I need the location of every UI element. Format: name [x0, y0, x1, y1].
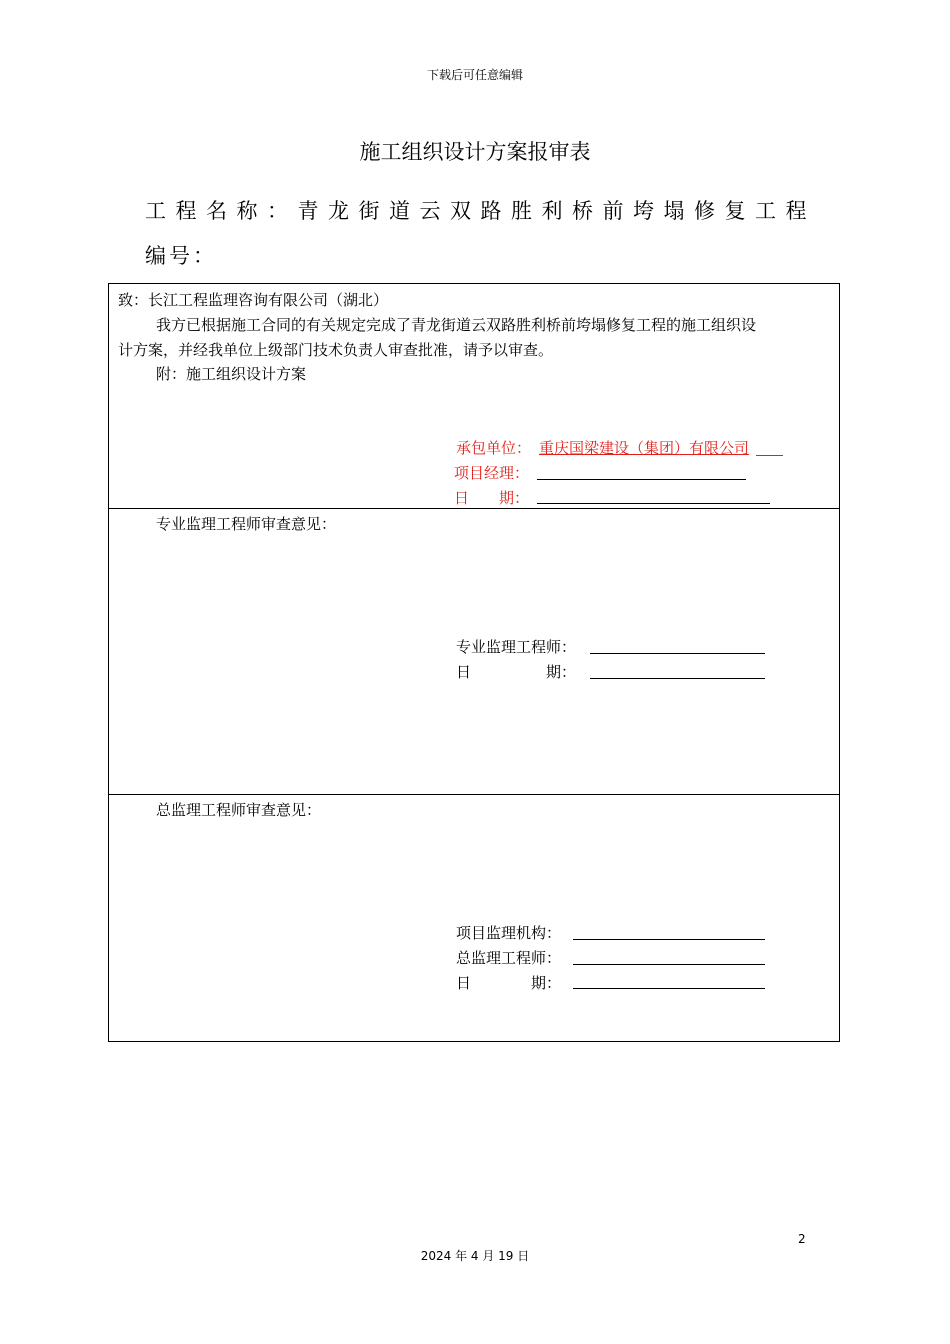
supervision-org-field[interactable]	[573, 939, 765, 940]
submission-body-line1: 我方已根据施工合同的有关规定完成了青龙街道云双路胜利桥前垮塌修复工程的施工组织设	[156, 316, 757, 334]
specialist-date-label: 日 期：	[456, 663, 577, 681]
contractor-label: 承包单位：	[456, 439, 532, 457]
page-title: 施工组织设计方案报审表	[359, 140, 591, 164]
project-manager-label: 项目经理：	[454, 464, 530, 482]
attachment-line: 附：施工组织设计方案	[156, 365, 307, 383]
chief-date-label: 日 期：	[456, 974, 562, 992]
specialist-date-field[interactable]	[590, 678, 765, 679]
submission-body-line2: 计方案，并经我单位上级部门技术负责人审查批准，请予以审查。	[118, 341, 554, 359]
chief-engineer-label: 总监理工程师：	[456, 949, 562, 967]
page-number: 2	[798, 1232, 806, 1246]
section-divider	[109, 794, 839, 795]
contractor-value: 重庆国梁建设（集团）有限公司	[539, 439, 750, 457]
footer-date: 2024 年 4 月 19 日	[420, 1249, 530, 1263]
specialist-engineer-field[interactable]	[590, 653, 765, 654]
submission-date-field[interactable]	[537, 503, 770, 504]
chief-engineer-field[interactable]	[573, 964, 765, 965]
submission-date-label: 日 期：	[454, 489, 530, 507]
project-manager-field[interactable]	[537, 479, 746, 480]
header-note: 下载后可任意编辑	[426, 68, 523, 82]
specialist-review-heading: 专业监理工程师审查意见：	[156, 515, 337, 533]
section-divider	[109, 508, 839, 509]
chief-review-heading: 总监理工程师审查意见：	[156, 801, 322, 819]
number-label: 编号：	[145, 244, 217, 268]
contractor-underline-tail	[756, 455, 783, 456]
addressee-line: 致：长江工程监理咨询有限公司（湖北）	[118, 291, 389, 309]
specialist-engineer-label: 专业监理工程师：	[456, 638, 577, 656]
supervision-org-label: 项目监理机构：	[456, 924, 562, 942]
project-name: 工程名称：青龙街道云双路胜利桥前垮塌修复工程	[145, 199, 816, 223]
review-form	[108, 283, 840, 1042]
chief-date-field[interactable]	[573, 988, 765, 989]
